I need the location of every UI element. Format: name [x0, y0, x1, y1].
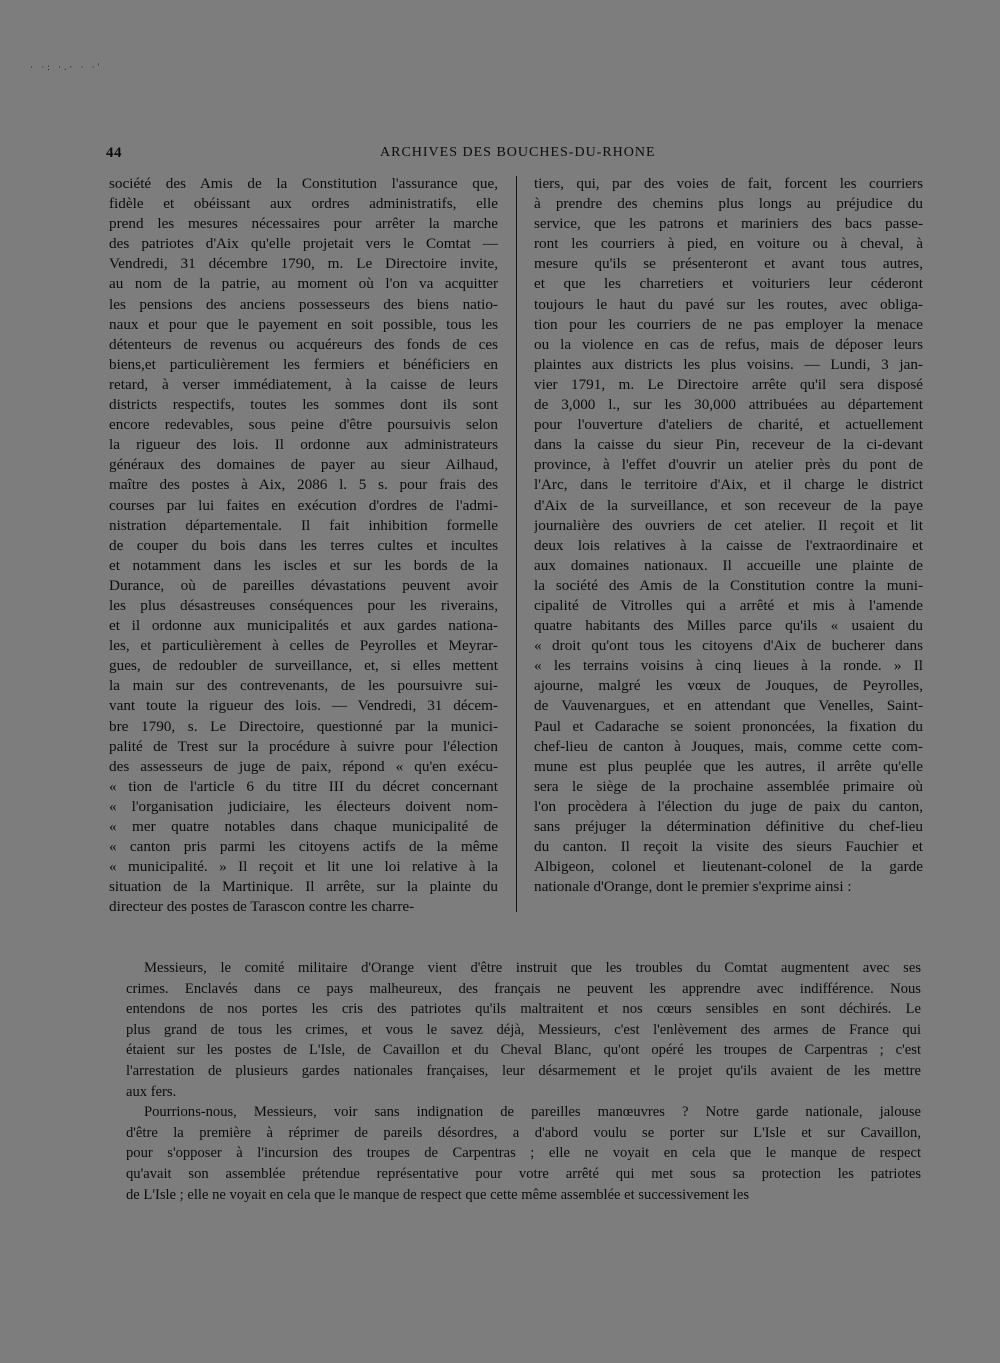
text-line: naux et pour que le payement en soit possible, tous les [109, 315, 498, 333]
text-line: journalière des ouvriers de cet atelier. Il reçoit et lit [534, 516, 923, 534]
text-line: province, à l'effet d'ouvrir un atelier près du pont de [534, 456, 923, 474]
text-line: des patriotes d'Aix qu'elle projetait vers le Comtat — [109, 235, 498, 253]
text-line: et que les charretiers et voituriers leur céderont [534, 275, 923, 293]
text-line: plaintes aux districts les plus voisins. — Lundi, 3 jan- [534, 355, 923, 373]
text-line: Pourrions-nous, Messieurs, voir sans indignation de pareilles manœuvres ? Notre garde nationale, jalouse [144, 1104, 921, 1121]
text-line: les pensions des anciens possesseurs des biens natio- [109, 295, 498, 313]
text-line: fidèle et obéissant aux ordres administratifs, elle [109, 195, 498, 213]
text-line: palité de Trest sur la procédure à suivre pour l'élection [109, 737, 498, 755]
text-line: « l'organisation judiciaire, les électeurs doivent nom- [109, 797, 498, 815]
text-line: les plus désastreuses conséquences pour les riverains, [109, 596, 498, 614]
text-line: pour s'opposer à l'incursion des troupes de Carpentras ; elle ne voyait en cela que le manque de respect [126, 1145, 921, 1162]
text-line: et notamment dans les iscles et sur les bords de la [109, 556, 498, 574]
text-line: districts respectifs, toutes les sommes dont ils sont [109, 396, 498, 414]
text-line: l'on procèdera à l'élection du juge de paix du canton, [534, 797, 923, 815]
text-line: entendons de nos portes les cris des patriotes qu'ils maltraitent et nos cœurs sensibles en sont déchirés. Le [126, 1001, 921, 1018]
text-line: à prendre des chemins plus longs au préjudice du [534, 195, 923, 213]
text-line: Paul et Cadarache se soient prononcées, la fixation du [534, 717, 923, 735]
text-line: Vendredi, 31 décembre 1790, m. Le Directoire invite, [109, 255, 498, 273]
text-line: service, que les patrons et mariniers des bacs passe- [534, 215, 923, 233]
text-line: plus grand de tous les crimes, et vous le savez déjà, Messieurs, c'est l'enlèvement des armes de France qui [126, 1021, 921, 1038]
text-line: aux domaines nationaux. Il accueille une plainte de [534, 556, 923, 574]
text-line: généraux des domaines de payer au sieur Ailhaud, [109, 456, 498, 474]
text-line: de couper du bois dans les terres cultes et incultes [109, 536, 498, 554]
text-line: « droit qu'ont tous les citoyens d'Aix de bucherer dans [534, 637, 923, 655]
text-line: les, et particulièrement à celles de Peyrolles et Meyrar- [109, 637, 498, 655]
text-line: « canton pris parmi les citoyens actifs de la même [109, 838, 498, 856]
text-line: d'Aix de la surveillance, et son receveur de la paye [534, 496, 923, 514]
scan-specks: · ·: ·.· · ·' [30, 62, 103, 72]
text-line: prend les mesures nécessaires pour arrêter la marche [109, 215, 498, 233]
text-line: mune est plus peuplée que les autres, il arrête qu'elle [534, 757, 923, 775]
text-line: « mer quatre notables dans chaque municipalité de [109, 818, 498, 835]
text-line: bre 1790, s. Le Directoire, questionné par la munici- [109, 717, 498, 735]
running-title: ARCHIVES DES BOUCHES-DU-RHONE [380, 145, 656, 160]
text-line: vant toute la rigueur des lois. — Vendredi, 31 décem- [109, 697, 498, 715]
text-line: au nom de la patrie, au moment où l'on va acquitter [109, 275, 498, 293]
text-line: « les terrains voisins à cinq lieues à la ronde. » Il [534, 657, 923, 675]
text-line: nationale d'Orange, dont le premier s'exprime ainsi : [534, 878, 852, 896]
text-line: gues, de redoubler de surveillance, et, si elles mettent [109, 657, 498, 675]
page-number: 44 [106, 145, 122, 161]
text-line: vier 1791, m. Le Directoire arrête qu'il sera disposé [534, 375, 923, 393]
text-line: crimes. Enclavés dans ce pays malheureux, des français ne peuvent les apprendre avec indifférence. Nous [126, 980, 921, 997]
text-line: de 3,000 l., sur les 30,000 attribuées au département [534, 396, 923, 414]
text-line: « municipalité. » Il reçoit et lit une loi relative à la [109, 858, 498, 876]
text-line: Messieurs, le comité militaire d'Orange vient d'être instruit que les troubles du Comtat augmentent avec ses [144, 960, 921, 976]
text-line: biens,et particulièrement les fermiers et bénéficiers en [109, 355, 498, 373]
text-line: étaient sur les postes de L'Isle, de Cavaillon et du Cheval Blanc, qu'ont opéré les troupes de Carpentras ; c'est [126, 1042, 921, 1059]
text-line: du canton. Il reçoit la visite des sieurs Fauchier et [534, 838, 923, 856]
column-divider [516, 176, 517, 912]
text-line: ront les courriers à pied, en voiture ou à cheval, à [534, 235, 923, 253]
text-line: encore redevables, sous peine d'être poursuivis selon [109, 416, 498, 434]
text-line: courses par lui faites en exécution d'ordres de l'admi- [109, 496, 498, 514]
left-column [109, 174, 498, 917]
text-line: la rigueur des lois. Il ordonne aux administrateurs [109, 436, 498, 454]
text-line: mesure qu'ils se présenteront et avant tous autres, [534, 255, 923, 273]
text-line: dans la caisse du sieur Pin, receveur de la ci-devant [534, 436, 923, 454]
text-line: nistration départementale. Il fait inhibition formelle [109, 516, 498, 534]
text-line: aux fers. [126, 1083, 177, 1100]
text-line: de L'Isle ; elle ne voyait en cela que le manque de respect que cette même assemblée et successivement les [126, 1186, 749, 1203]
text-line: des assesseurs de juge de paix, répond « qu'en exécu- [109, 757, 498, 775]
text-line: maître des postes à Aix, 2086 l. 5 s. pour frais des [109, 476, 498, 494]
text-line: directeur des postes de Tarascon contre les charre- [109, 898, 415, 916]
text-line: l'Arc, dans le territoire d'Aix, et il charge le district [534, 476, 923, 494]
text-line: sans préjuger la détermination définitive du chef-lieu [534, 818, 923, 835]
text-line: d'être la première à réprimer de pareils désordres, a d'abord voulu se porter sur L'Isle et sur Cavaillon, [126, 1124, 921, 1141]
text-line: Durance, où de pareilles dévastations peuvent avoir [109, 576, 498, 594]
text-line: pour l'ouverture d'ateliers de charité, et actuellement [534, 416, 923, 434]
text-line: deux lois relatives à la caisse de l'extraordinaire et [534, 536, 923, 554]
text-line: sera le siège de la prochaine assemblée primaire où [534, 777, 923, 795]
text-line: la société des Amis de la Constitution contre la muni- [534, 576, 923, 594]
text-line: « tion de l'article 6 du titre III du décret concernant [109, 777, 498, 795]
text-line: société des Amis de la Constitution l'assurance que, [109, 175, 498, 192]
text-line: tion pour les courriers de ne pas employer la menace [534, 315, 923, 333]
text-line: détenteurs de revenus ou acquéreurs des fonds de ces [109, 335, 498, 353]
text-line: toujours le haut du pavé sur les routes, avec obliga- [534, 295, 923, 313]
text-line: ajourne, malgré les vœux de Jouques, de Peyrolles, [534, 677, 923, 695]
text-line: ou la violence en cas de refus, mais de déposer leurs [534, 335, 923, 353]
text-line: quatre habitants des Milles parce qu'ils « usaient du [534, 617, 923, 635]
text-line: la main sur des contrevenants, de les poursuivre sui- [109, 677, 498, 695]
text-line: et il ordonne aux municipalités et aux gardes nationa- [109, 617, 498, 635]
right-column [534, 174, 923, 897]
text-line: Albigeon, colonel et lieutenant-colonel de la garde [534, 858, 923, 876]
text-line: qu'avait son assemblée prétendue représentative pour votre arrêté qui met sous sa protection les patriotes [126, 1165, 921, 1182]
text-line: chef-lieu de canton à Jouques, mais, comme cette com- [534, 737, 923, 755]
text-line: cipalité de Vitrolles qui a arrêté et mis à l'amende [534, 596, 923, 614]
text-line: l'arrestation de plusieurs gardes nationales françaises, leur désarmement et le projet qu'ils avaient de les mettre [126, 1062, 921, 1079]
text-line: tiers, qui, par des voies de fait, forcent les courriers [534, 175, 923, 192]
text-line: situation de la Martinique. Il arrête, sur la plainte du [109, 878, 498, 896]
text-line: de Vauvenargues, et en attendant que Venelles, Saint- [534, 697, 923, 715]
quoted-letter [126, 958, 921, 1205]
text-line: retard, à verser immédiatement, à la caisse de leurs [109, 375, 498, 393]
